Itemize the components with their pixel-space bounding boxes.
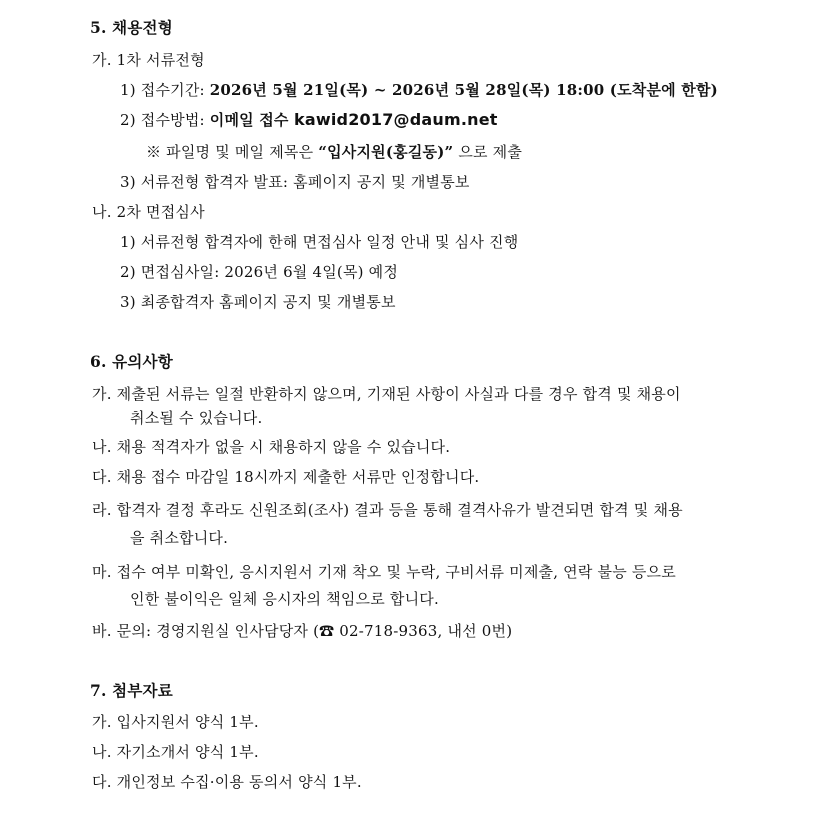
s7-na: 나. 자기소개서 양식 1부. (92, 743, 259, 761)
s6-ga-line1: 가. 제출된 서류는 일절 반환하지 않으며, 기재된 사항이 사실과 다를 경우 합격 및 채용이 (92, 385, 681, 403)
s5-method (120, 110, 498, 130)
section-6-title: 6. 유의사항 (90, 352, 173, 371)
s6-ma-line1: 마. 접수 여부 미확인, 응시지원서 기재 착오 및 누락, 구비서류 미제출, 연락 불능 등으로 (92, 563, 676, 581)
s5-interview-1: 1) 서류전형 합격자에 한해 면접심사 일정 안내 및 심사 진행 (120, 233, 519, 251)
s5-interview-3: 3) 최종합격자 홈페이지 공지 및 개별통보 (120, 293, 396, 311)
section-5-title: 5. 채용전형 (90, 18, 173, 37)
s6-ga-line2: 취소될 수 있습니다. (130, 409, 263, 427)
s5-note-a: ※ 파일명 및 메일 제목은 (146, 143, 319, 161)
s6-na: 나. 채용 적격자가 없을 시 채용하지 않을 수 있습니다. (92, 438, 451, 456)
s5-interview-2: 2) 면접심사일: 2026년 6월 4일(목) 예정 (120, 263, 399, 281)
section-7-title: 7. 첨부자료 (90, 681, 173, 700)
s5-note-b: “입사지원(홍길동)” (318, 143, 454, 161)
s5-period-value: 2026년 5월 21일(목) ~ 2026년 5월 28일(목) 18:00 (도착분에 한함) (209, 81, 718, 99)
s5-method-value: 이메일 접수 (209, 111, 295, 129)
s5-period (120, 80, 718, 100)
s5-note-c: 으로 제출 (453, 143, 523, 161)
s6-ra-line2: 을 취소합니다. (130, 529, 229, 547)
s5-announce: 3) 서류전형 합격자 발표: 홈페이지 공지 및 개별통보 (120, 173, 470, 191)
s5-period-label: 1) 접수기간: (120, 81, 210, 99)
s5-method-label: 2) 접수방법: (120, 111, 210, 129)
s6-ra-line1: 라. 합격자 결정 후라도 신원조회(조사) 결과 등을 통해 결격사유가 발견되면 합격 및 채용 (92, 501, 683, 519)
s6-da: 다. 채용 접수 마감일 18시까지 제출한 서류만 인정합니다. (92, 468, 480, 486)
s6-ba: 바. 문의: 경영지원실 인사담당자 (☎ 02-718-9363, 내선 0번) (92, 622, 513, 640)
s5-note (146, 142, 522, 162)
s7-ga: 가. 입사지원서 양식 1부. (92, 713, 259, 731)
s7-da: 다. 개인정보 수집·이용 동의서 양식 1부. (92, 773, 362, 791)
s5-item-na: 나. 2차 면접심사 (92, 203, 205, 221)
s6-ma-line2: 인한 불이익은 일체 응시자의 책임으로 합니다. (130, 590, 439, 608)
s5-email: kawid2017@daum.net (294, 110, 498, 129)
s5-item-ga: 가. 1차 서류전형 (92, 51, 205, 69)
